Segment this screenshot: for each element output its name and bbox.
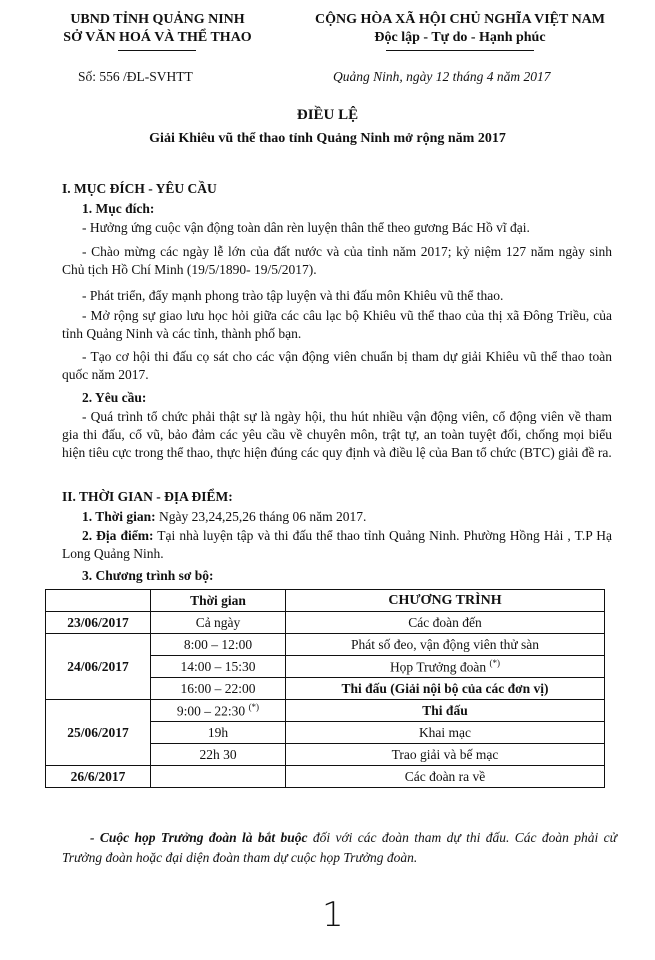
time-cell: 19h (151, 722, 286, 744)
section-1-heading: I. MỤC ĐÍCH - YÊU CẦU (62, 181, 217, 196)
time-label: 1. Thời gian: (82, 509, 156, 524)
table-row (46, 634, 605, 656)
footnote-text: đối với các đoàn tham dự thi đấu. Các đoàn phải cử Trưởng đoàn hoặc đại diện đoàn tham dự cuộc họp Trưởng đoàn. (62, 830, 617, 865)
place-label: 2. Địa điểm: (82, 528, 154, 543)
page-number: 1 (322, 895, 344, 935)
document-subtitle: Giải Khiêu vũ thể thao tỉnh Quảng Ninh mở rộng năm 2017 (149, 131, 506, 146)
footnote-marker: (*) (248, 701, 260, 712)
footnote-marker: (*) (489, 657, 501, 668)
org-underline (118, 50, 196, 51)
program-cell: Trao giải và bế mạc (286, 744, 605, 766)
document-number: Số: 556 /ĐL-SVHTT (78, 69, 193, 84)
document-title: ĐIỀU LỆ (296, 107, 359, 123)
place-value: Tại nhà luyện tập và thi đấu thể thao tỉnh Quảng Ninh. Phường Hồng Hải , T.P Hạ Long Quảng Ninh. (62, 528, 612, 561)
program-cell (286, 656, 605, 678)
table-row (46, 612, 605, 634)
date-cell: 23/06/2017 (46, 612, 151, 634)
time-cell (151, 700, 286, 722)
country-name: CỘNG HÒA XÃ HỘI CHỦ NGHĨA VIỆT NAM (314, 12, 605, 27)
motto-underline (386, 50, 534, 51)
time-cell: 16:00 – 22:00 (151, 678, 286, 700)
requirement-text: - Quá trình tổ chức phải thật sự là ngày hội, thu hút nhiều vận động viên, cổ động viên về tham gia thi đấu, cổ vũ, bảo đảm các yêu cầu về chuyên môn, trật tự, an toàn tuyệt đối, chống mọi biểu hiện tiêu cực trong thể thao, thực hiện đúng các quy định và điều lệ của Ban tổ chức (BTC) giải đề ra. (62, 409, 612, 460)
program-cell: Các đoàn đến (286, 612, 605, 634)
program-cell: Khai mạc (286, 722, 605, 744)
purpose-heading: 1. Mục đích: (82, 201, 155, 216)
country-motto: Độc lập - Tự do - Hạnh phúc (374, 30, 546, 45)
purpose-item: - Chào mừng các ngày lễ lớn của đất nước và của tỉnh năm 2017; kỷ niệm 127 năm ngày sinh Chủ tịch Hồ Chí Minh (19/5/1890- 19/5/2017). (62, 244, 612, 277)
program-text: Họp Trưởng đoàn (389, 659, 487, 675)
requirement-heading: 2. Yêu cầu: (82, 390, 147, 405)
table-header-date (46, 590, 151, 612)
time-text: 9:00 – 22:30 (176, 703, 246, 719)
table-header-program: CHƯƠNG TRÌNH (286, 590, 605, 612)
purpose-item: - Phát triển, đẩy mạnh phong trào tập luyện và thi đấu môn Khiêu vũ thể thao. (82, 288, 504, 303)
date-cell: 26/6/2017 (46, 766, 151, 788)
time-cell: Cả ngày (151, 612, 286, 634)
program-heading: 3. Chương trình sơ bộ: (82, 568, 214, 583)
table-row (46, 700, 605, 722)
place-line (62, 527, 612, 563)
purpose-item: - Tạo cơ hội thi đấu cọ sát cho các vận động viên chuẩn bị tham dự giải Khiêu vũ thể thao toàn quốc năm 2017. (62, 349, 612, 382)
table-row (46, 766, 605, 788)
program-cell: Các đoàn ra về (286, 766, 605, 788)
time-cell: 8:00 – 12:00 (151, 634, 286, 656)
org-name-line2: SỞ VĂN HOÁ VÀ THỂ THAO (63, 30, 252, 45)
section-2-heading: II. THỜI GIAN - ĐỊA ĐIỂM: (62, 489, 233, 504)
date-cell: 25/06/2017 (46, 700, 151, 766)
program-cell: Phát số đeo, vận động viên thử sàn (286, 634, 605, 656)
program-cell: Thi đấu (286, 700, 605, 722)
purpose-item: - Hưởng ứng cuộc vận động toàn dân rèn luyện thân thể theo gương Bác Hồ vĩ đại. (82, 220, 530, 235)
table-header-row (46, 590, 605, 612)
table-header-time: Thời gian (151, 590, 286, 612)
purpose-item: - Mở rộng sự giao lưu học hỏi giữa các câu lạc bộ Khiêu vũ thể thao của thị xã Đông Triều, của tỉnh Quảng Ninh và các tỉnh, thành phố bạn. (62, 308, 612, 341)
time-line (82, 508, 366, 526)
time-cell (151, 766, 286, 788)
program-table (45, 589, 605, 788)
place-and-date: Quảng Ninh, ngày 12 tháng 4 năm 2017 (333, 69, 551, 84)
program-cell: Thi đấu (Giải nội bộ của các đơn vị) (286, 678, 605, 700)
footnote (62, 828, 617, 868)
time-value: Ngày 23,24,25,26 tháng 06 năm 2017. (155, 509, 367, 524)
footnote-emphasis: - Cuộc họp Trưởng đoàn là bắt buộc (90, 830, 308, 845)
time-cell: 14:00 – 15:30 (151, 656, 286, 678)
time-cell: 22h 30 (151, 744, 286, 766)
date-cell: 24/06/2017 (46, 634, 151, 700)
org-name-line1: UBND TỈNH QUẢNG NINH (70, 12, 245, 27)
